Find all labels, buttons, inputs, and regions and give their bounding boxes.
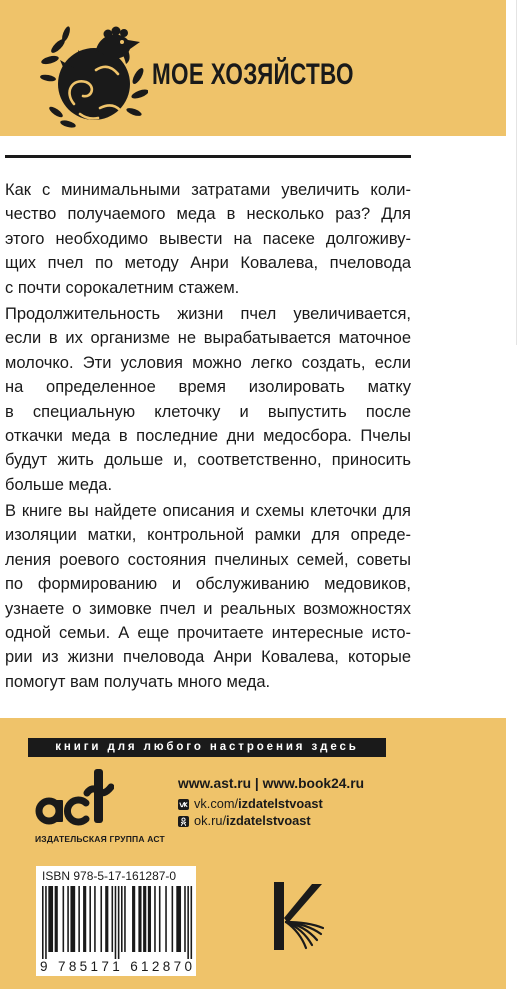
k-book-imprint-icon xyxy=(272,882,324,950)
series-header-band xyxy=(0,0,506,136)
barcode-bar xyxy=(70,886,75,952)
emblem-eye xyxy=(120,40,124,44)
text-line: если в их организме не вырабатывается маточное xyxy=(5,329,411,348)
barcode-bar xyxy=(67,886,69,952)
barcode-bar xyxy=(89,886,91,952)
text-line: с почти сорокалетним стажем. xyxy=(5,278,240,297)
ast-logo-icon xyxy=(34,765,114,831)
section-divider xyxy=(5,155,411,158)
imprint-arm xyxy=(284,884,322,923)
social-link-text xyxy=(194,814,311,828)
publisher-tagline: книги для любого настроения здесь xyxy=(28,738,386,757)
barcode-bar xyxy=(138,886,141,952)
ast-logo-stem xyxy=(56,800,63,822)
imprint-stem xyxy=(274,882,284,950)
text-line: Как с минимальными затратами увеличить коли- xyxy=(5,181,411,199)
barcode-bar xyxy=(115,886,117,959)
ok-icon xyxy=(178,816,189,827)
barcode-bar xyxy=(55,886,58,952)
imprint-pages xyxy=(286,922,323,948)
barcode-bar xyxy=(148,886,151,952)
barcode-digits: 9 785171 612870 xyxy=(40,959,192,974)
text-line: узнаете о зимовке пчел и реальных возможностях xyxy=(5,599,411,618)
series-title: МОЕ ХОЗЯЙСТВО xyxy=(152,58,354,91)
social-prefix: vk.com/ xyxy=(194,796,239,811)
barcode-bar xyxy=(48,886,53,952)
isbn-number: ISBN 978-5-17-161287-0 xyxy=(42,869,177,883)
barcode-bars xyxy=(42,886,192,959)
barcode-bar xyxy=(191,886,193,959)
barcode-bar xyxy=(124,886,126,952)
barcode-bar xyxy=(172,886,174,952)
social-prefix: ok.ru/ xyxy=(194,813,227,828)
text-line: откачки меда в последние дни медосбора. Пчелы xyxy=(5,426,411,445)
publisher-websites: www.ast.ru | www.book24.ru xyxy=(178,776,365,791)
text-line: ления роевого состояния пчелиных семей, советы xyxy=(5,550,411,569)
ast-logo-cross xyxy=(94,769,103,823)
text-line: в специальную клеточку и выпустить после xyxy=(5,402,411,421)
barcode-bar xyxy=(112,886,114,952)
barcode-graphic xyxy=(36,866,196,976)
vk-icon xyxy=(178,799,189,810)
emblem-animals xyxy=(58,27,140,121)
farm-animals-emblem-icon xyxy=(36,20,148,132)
text-line: по формированию и обслуживанию медовиков, xyxy=(5,575,411,594)
barcode-bar xyxy=(83,886,86,952)
social-handle: izdatelstvoast xyxy=(238,796,323,811)
social-link-text xyxy=(194,797,323,811)
page-edge-line xyxy=(516,0,517,345)
barcode-bar xyxy=(94,886,96,952)
text-line: этого необходимо вывести на пасеке долгоживу- xyxy=(5,229,411,248)
barcode-bar xyxy=(187,886,189,959)
barcode-bar xyxy=(159,886,161,952)
text-line: чество получаемого меда в несколько раз? Для xyxy=(5,205,411,224)
barcode-bar xyxy=(132,886,135,952)
text-line: щих пчел по методу Анри Ковалева, пчеловода xyxy=(5,254,411,273)
text-line: на определенное время изолировать матку xyxy=(5,378,411,397)
book-description xyxy=(5,178,411,696)
social-link-ok xyxy=(178,814,311,828)
publisher-footer-band xyxy=(0,718,506,989)
barcode-bar xyxy=(121,886,123,952)
barcode-bar xyxy=(118,886,120,959)
barcode-bar xyxy=(154,886,156,952)
barcode-bar xyxy=(176,886,181,952)
barcode-bar xyxy=(45,886,47,959)
description-paragraph xyxy=(5,499,411,694)
barcode-bar xyxy=(78,886,80,952)
barcode-bar xyxy=(63,886,65,952)
description-paragraph xyxy=(5,302,411,497)
text-line: изоляции матки, контрольной рамки для опреде- xyxy=(5,526,411,545)
text-line: больше меда. xyxy=(5,475,113,494)
barcode-bar xyxy=(100,886,102,952)
text-line: Продолжительность жизни пчел увеличивается, xyxy=(5,304,411,323)
text-line: рии из жизни пчеловода Анри Ковалева, которые xyxy=(5,648,411,667)
barcode-bar xyxy=(184,886,186,952)
isbn-barcode xyxy=(36,866,196,976)
text-line: помогут вам получать много меда. xyxy=(5,672,271,691)
text-line: молочко. Эти условия можно легко создать, если xyxy=(5,353,411,372)
text-line: одной семьи. А еще прочитаете интересные исто- xyxy=(5,624,411,643)
barcode-bar xyxy=(42,886,44,959)
social-handle: izdatelstvoast xyxy=(226,813,311,828)
barcode-bar xyxy=(143,886,146,952)
text-line: будут жить дольше и, соответственно, приносить xyxy=(5,451,411,470)
barcode-bar xyxy=(105,886,108,952)
description-paragraph xyxy=(5,178,411,300)
barcode-bar xyxy=(165,886,167,952)
publisher-name: ИЗДАТЕЛЬСКАЯ ГРУППА АСТ xyxy=(35,834,165,844)
text-line: В книге вы найдете описания и схемы клеточки для xyxy=(5,502,411,521)
social-link-vk xyxy=(178,797,323,811)
